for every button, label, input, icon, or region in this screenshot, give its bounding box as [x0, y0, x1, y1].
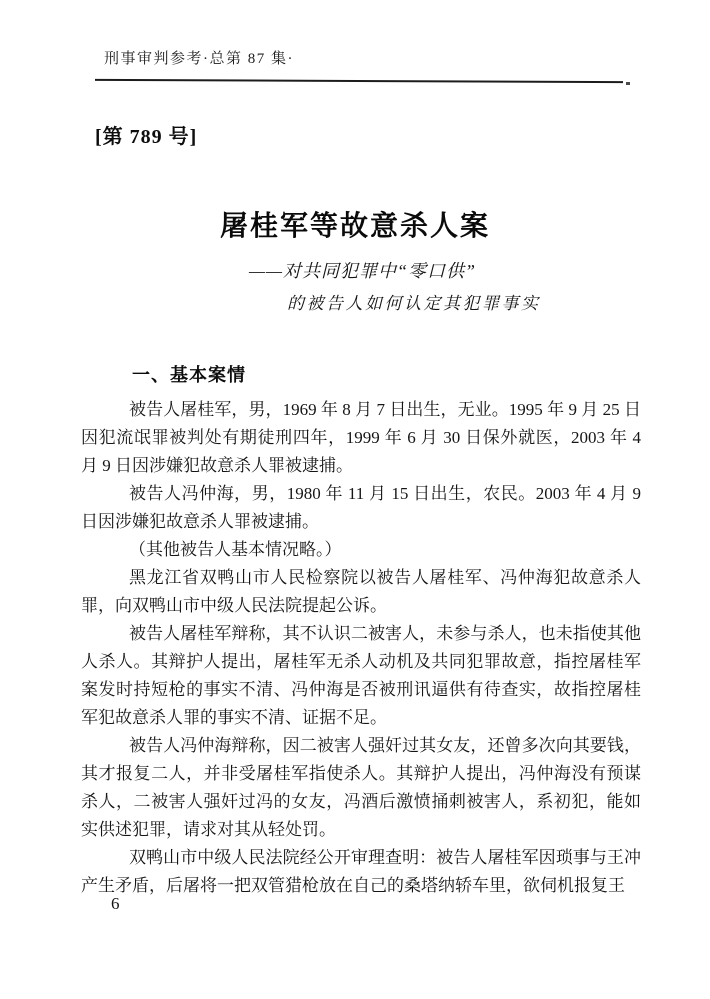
page-number: 6: [111, 894, 120, 913]
body-text-block: [81, 396, 641, 900]
body-paragraph-court-findings: 双鸭山市中级人民法院经公开审理查明：被告人屠桂军因琐事与王冲产生矛盾，后屠将一把双管猎枪放在自己的桑塔纳轿车里，欲伺机报复王: [81, 848, 641, 895]
header-rule-end-dot: [626, 82, 630, 85]
body-paragraph-prosecution: 黑龙江省双鸭山市人民检察院以被告人屠桂军、冯仲海犯故意杀人罪，向双鸭山市中级人民法院提起公诉。: [81, 568, 641, 615]
case-subtitle-line-2: 的被告人如何认定其犯罪事实: [287, 294, 541, 313]
case-subtitle-line-1: ——对共同犯罪中“零口供”: [249, 261, 477, 281]
body-paragraph-defendant-tu: 被告人屠桂军，男，1969 年 8 月 7 日出生，无业。1995 年 9 月 25 日因犯流氓罪被判处有期徒刑四年，1999 年 6 月 30 日保外就医，2003 年 4 月 9 日因涉嫌犯故意杀人罪被逮捕。: [81, 400, 641, 475]
section-heading-basic-facts: 一、基本案情: [132, 365, 246, 385]
body-paragraph-feng-defense: 被告人冯仲海辩称，因二被害人强奸过其女友，还曾多次向其要钱，其才报复二人，并非受屠桂军指使杀人。其辩护人提出，冯仲海没有预谋杀人，二被害人强奸过冯的女友，冯酒后激愤捅刺被害人，系初犯，能如实供述犯罪，请求对其从轻处罚。: [81, 736, 641, 839]
body-paragraph-defendant-feng: 被告人冯仲海，男，1980 年 11 月 15 日出生，农民。2003 年 4 月 9 日因涉嫌犯故意杀人罪被逮捕。: [81, 484, 641, 531]
case-number-label: [第 789 号]: [95, 126, 198, 148]
body-paragraph-tu-defense: 被告人屠桂军辩称，其不认识二被害人，未参与杀人，也未指使其他人杀人。其辩护人提出，屠桂军无杀人动机及共同犯罪故意，指控屠桂军案发时持短枪的事实不清、冯仲海是否被刑讯逼供有待查实，故指控屠桂军犯故意杀人罪的事实不清、证据不足。: [81, 624, 641, 727]
body-paragraph-other-defendants-note: （其他被告人基本情况略。）: [129, 540, 342, 559]
running-header: 刑事审判参考·总第 87 集·: [104, 51, 294, 67]
case-title: 屠桂军等故意杀人案: [219, 211, 490, 242]
header-rule-divider: [95, 79, 623, 83]
